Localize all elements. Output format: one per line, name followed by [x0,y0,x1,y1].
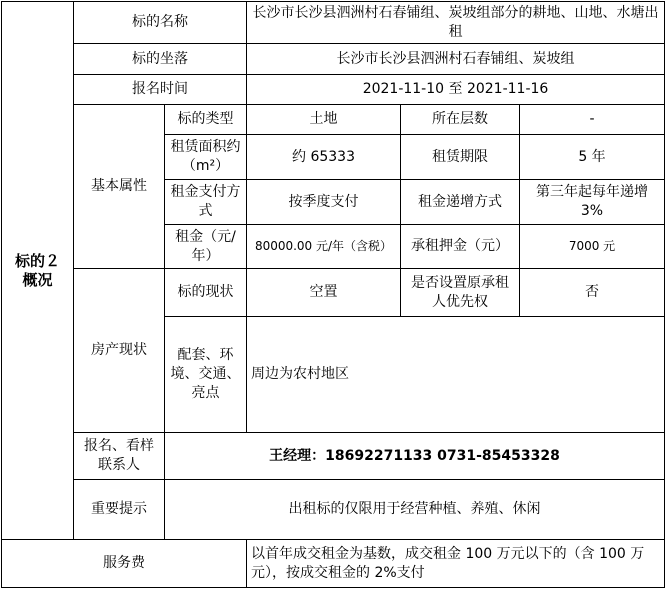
term-label: 租赁期限 [401,135,520,180]
deposit-label: 承租押金（元） [401,225,520,269]
listing-detail-table [1,1,665,588]
row-signup-time [2,75,665,105]
floor-value: - [520,105,665,135]
type-value: 土地 [247,105,401,135]
property-group-label: 房产现状 [74,269,165,433]
row-name [2,2,665,44]
term-value: 5 年 [520,135,665,180]
row-notice [2,480,665,540]
payment-value: 按季度支付 [247,180,401,225]
priority-value: 否 [520,269,665,317]
deposit-value: 7000 元 [520,225,665,269]
contact-value: 王经理：18692271133 0731-85453328 [165,433,665,480]
rent-value: 80000.00 元/年（含税） [247,225,401,269]
priority-label: 是否设置原承租人优先权 [401,269,520,317]
increase-value: 第三年起每年递增 3% [520,180,665,225]
fee-value: 以首年成交租金为基数，成交租金 100 万元以下的（含 100 万元），按成交租金的 2%支付 [247,540,665,588]
type-label: 标的类型 [165,105,247,135]
name-label: 标的名称 [74,2,247,44]
area-label: 租赁面积约（m²） [165,135,247,180]
location-value: 长沙市长沙县泗洲村石春铺组、炭坡组 [247,44,665,75]
floor-label: 所在层数 [401,105,520,135]
payment-label: 租金支付方式 [165,180,247,225]
name-value: 长沙市长沙县泗洲村石春铺组、炭坡组部分的耕地、山地、水塘出租 [247,2,665,44]
facilities-value: 周边为农村地区 [247,317,665,433]
notice-value: 出租标的仅限用于经营种植、养殖、休闲 [165,480,665,540]
signup-time-label: 报名时间 [74,75,247,105]
rent-label: 租金（元/年） [165,225,247,269]
section-label: 标的２ 概况 [2,2,74,540]
signup-time-value: 2021-11-10 至 2021-11-16 [247,75,665,105]
fee-label: 服务费 [2,540,247,588]
contact-label: 报名、看样联系人 [74,433,165,480]
notice-label: 重要提示 [74,480,165,540]
increase-label: 租金递增方式 [401,180,520,225]
row-type [2,105,665,135]
row-status [2,269,665,317]
location-label: 标的坐落 [74,44,247,75]
row-fee [2,540,665,588]
status-value: 空置 [247,269,401,317]
row-location [2,44,665,75]
area-value: 约 65333 [247,135,401,180]
status-label: 标的现状 [165,269,247,317]
basic-group-label: 基本属性 [74,105,165,269]
facilities-label: 配套、环境、交通、亮点 [165,317,247,433]
row-contact [2,433,665,480]
